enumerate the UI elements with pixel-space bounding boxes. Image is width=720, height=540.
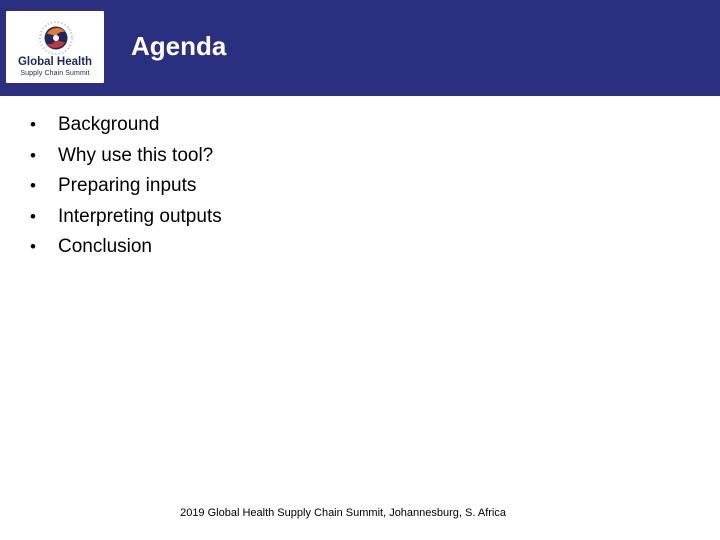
agenda-item-label: Interpreting outputs: [58, 205, 222, 227]
logo-subtitle: Supply Chain Summit: [20, 70, 90, 77]
summit-logo: [6, 11, 104, 83]
globe-logo-icon: [37, 19, 75, 57]
agenda-item-label: Background: [58, 114, 160, 135]
footer-text: 2019 Global Health Supply Chain Summit, Johannesburg, S. Africa: [180, 507, 506, 519]
agenda-item-label: Conclusion: [58, 236, 152, 257]
slide-title: Agenda: [131, 31, 227, 61]
bullet-icon: •: [30, 206, 36, 226]
agenda-item-label: Preparing inputs: [58, 175, 197, 196]
header-bar: [0, 0, 720, 96]
logo-title: Global Health: [17, 56, 93, 68]
agenda-item-label: Why use this tool?: [58, 144, 214, 166]
bullet-icon: •: [30, 145, 36, 165]
slide-footer: [0, 507, 690, 519]
bullet-icon: •: [30, 176, 36, 195]
bullet-icon: •: [30, 237, 36, 256]
bullet-icon: •: [30, 115, 36, 134]
